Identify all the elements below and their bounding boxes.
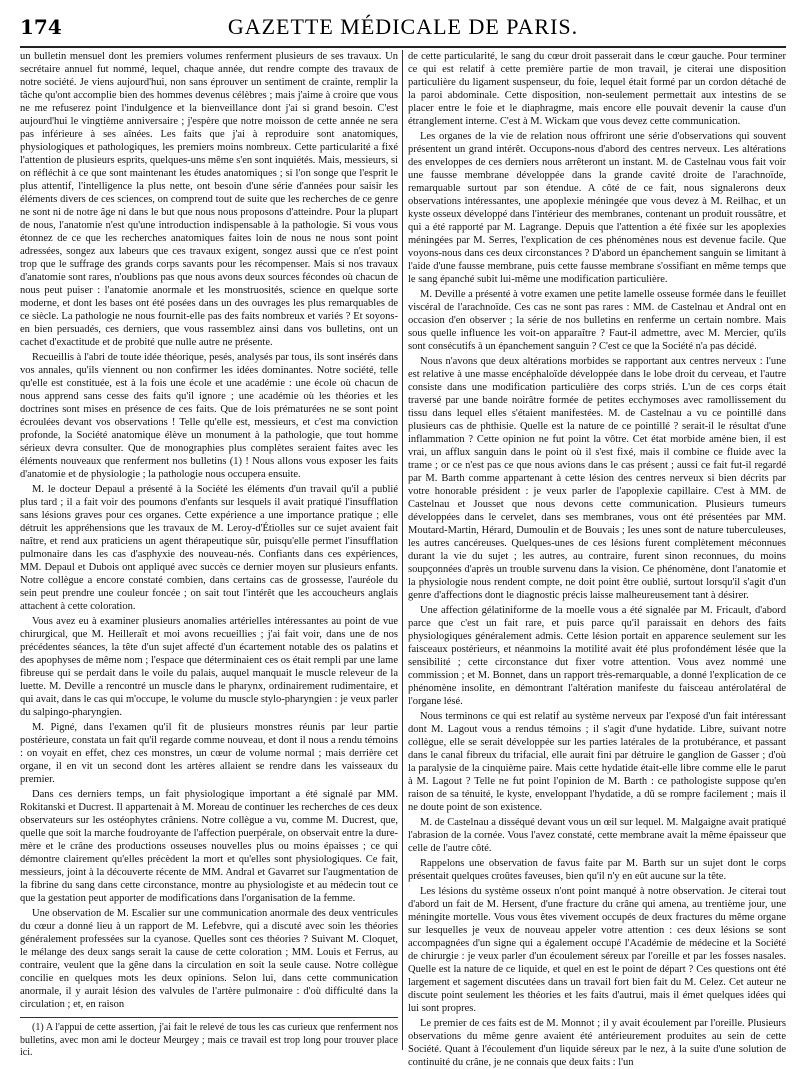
paragraph: un bulletin mensuel dont les premiers volumes renferment plusieurs de ses travaux. Un secrétaire annuel fut nommé, lequel, chaque année, dut rendre compte des travaux de notre société. Je viens aujourd'hui, non sans éprouver un sentiment de crainte, remplir la tâche qu'ont accomplie bien des hommes devenus célèbres ; mais j'aime à croire que vous ne me refuserez point l'indulgence et la bienveillance dont j'ai si grand besoin. C'est aujourd'hui le vingtième anniversaire ; j'espère que notre moisson de cette année ne sera pas inférieure à ses aînées. Les faits que j'ai à reproduire sont anatomiques, physiologiques et pathologiques, les premiers moins nombreux. Cette particularité a fixé l'attention de plusieurs esprits, quelques-uns même s'en sont inquiétés. Mais, messieurs, si on réfléchit à ce que sont maintenant les études anatomiques ; si l'on songe que l'esprit le plus attentif, l'intelligence la plus nette, ont besoin d'une série d'années pour saisir les éléments divers de ces sciences, on comprend tout de suite que les recherches de ce genre ne sont ni de notre âge ni dans le but que nous nous proposons d'atteindre. Pour la plupart de nous, l'anatomie n'est qu'une introduction indispensable à la pathologie. Si vous vous étonnez de ce que les recherches anatomiques faites loin de nous ne nous sont point adressées, songez aux labeurs que ces travaux exigent, songez aussi que ce n'est point trop que le suffrage des grands corps savants pour les récompenser. Mais si nos travaux d'anatomie sont rares, n'oublions pas que nous avons deux sources fécondes où chacun de nous peut puiser : l'anatomie anormale et les monstruosités, science en quelque sorte moderne, et dont les bases ont été posées dans un des ouvrages les plus remarquables de ce siècle. La pathologie ne nous fournit-elle pas des faits nombreux et variés ? Et soyons-en bien persuadés, ces derniers, que vous rassemblez ainsi dans vos bulletins, ont un cachet d'exactitude et de probité que nulle autre ne présente.	[20, 51, 398, 348]
column-divider	[402, 50, 403, 1050]
right-column	[408, 50, 786, 1068]
paragraph: Une observation de M. Escalier sur une communication anormale des deux ventricules du cœur a donné lieu à un rapport de M. Lefebvre, qui a discuté avec soin les théories généralement professées sur la cyanose. Quelles sont ces théories ? Suivant M. Cloquet, le mélange des deux sangs serait la cause de cette coloration ; MM. Louis et Ferrus, au contraire, veulent que la gêne dans la circulation en soit la seule cause. Notre collègue concilie en quelques mots les deux opinions. Selon lui, dans cette communication anormale, il y aurait lésion des valvules de l'artère pulmonaire : d'où difficulté dans la circulation ; et, en raison	[20, 908, 398, 1010]
paragraph: Vous avez eu à examiner plusieurs anomalies artérielles intéressantes au point de vue chirurgical, que M. Heilleraît et moi avons recueillies ; j'ai fait voir, dans une de nos précédentes séances, la tête d'un sujet affecté d'un écartement notable des os palatins et des apophyses de même nom ; l'espace que déterminaient ces os était rempli par une lame fibreuse qui se perdait dans le voile du palais, auquel manquait le muscle releveur de la luette. M. Deville a rencontré un muscle dans le pharynx, ordinairement rudimentaire, et qui avait, dans le cas qui m'occupe, le volume du muscle stylo-pharyngien : je veux parler du salpingo-pharyngien.	[20, 616, 398, 718]
journal-title: GAZETTE MÉDICALE DE PARIS.	[227, 14, 579, 39]
left-column	[20, 50, 398, 1058]
header-rule	[20, 46, 786, 48]
paragraph: M. Deville a présenté à votre examen une petite lamelle osseuse formée dans le feuillet viscéral de l'arachnoïde. Ces cas ne sont pas rares : MM. de Castelnau et Andral ont en occasion d'en observer ; la série de nos bulletins en renferme un certain nombre. Mais sous quelle influence les voit-on apparaître ? Faut-il admettre, avec M. Mercier, qu'ils sont consécutifs à un épanchement sanguin ? C'est ce que la Société n'a pas décidé.	[408, 289, 786, 352]
page-header	[20, 14, 786, 42]
paragraph: Dans ces derniers temps, un fait physiologique important a été signalé par MM. Rokitanski et Ducrest. Il appartenait à M. Moreau de continuer les recherches de ces deux observateurs sur les ostéophytes crâniens. Notre collègue a vu, comme M. Ducrest, que, quelle que soit la marche foudroyante de l'affection puerpérale, on observait entre la dure-mère et le crâne des productions osseuses nouvelles plus ou moins épaisses ; ce qui démontre clairement qu'elles précèdent la mort et qu'elles sont physiologiques. Ce fait, messieurs, joint à la découverte récente de MM. Andral et Gavarret sur l'augmentation de la fibrine du sang dans cette circonstance, montre au physiologiste et au médecin tout ce que la gestation peut apporter de modifications dans l'organisation de la femme.	[20, 789, 398, 904]
paragraph: de cette particularité, le sang du cœur droit passerait dans le cœur gauche. Pour terminer ce qui est relatif à cette première partie de mon travail, je citerai une disposition particulière du ligament suspenseur, du foie, lequel était formé par un cordon détaché de la paroi abdominale. Cette disposition, non-seulement permettait aux intestins de se placer entre le foie et le diaphragme, mais encore elle pouvait devenir la cause d'un étranglement interne. C'est à M. Wickam que vous devez cette communication.	[408, 51, 786, 127]
footnote-rule	[20, 1017, 398, 1018]
page-number: 174	[20, 15, 62, 39]
paragraph: M. le docteur Depaul a présenté à la Société les éléments d'un travail qu'il a publié plus tard ; il a fait voir des poumons d'enfants sur lesquels il avait pratiqué l'insufflation sans lésions graves pour ces organes. Cette expérience a une importance pratique ; elle détruit les appréhensions que les travaux de M. Leroy-d'Étiolles sur ce sujet avaient fait naître, et rend aux praticiens un agent thérapeutique sûr, puisqu'elle permet l'insufflation pulmonaire dans les cas d'asphyxie des nouveau-nés. Confiants dans ces expériences, MM. Depaul et Dubois ont appliqué avec succès ce dernier moyen sur plusieurs enfants. Notre collègue a encore constaté combien, dans certains cas de grossesse, l'auréole du sein peut prendre une couleur foncée ; on sait tout l'intérêt que les accoucheurs anglais attachent à cette coloration.	[20, 484, 398, 612]
paragraph: Nous n'avons que deux altérations morbides se rapportant aux centres nerveux : l'une est relative à une masse encéphaloïde développée dans le lobe droit du cerveau, et l'autre consiste dans une modification particulière des corps striés. L'un de ces corps était traversé par une bande noirâtre formée de petites ecchymoses avec ramollissement du tissu dans lequel elles s'étaient manifestées. M. de Castelnau a vu ce pointillé dans plusieurs cas de phthisie. Quelle est la nature de ce pointillé ? serait-il le résultat d'une inflammation ? Cette opinion ne fut point la vôtre. Cet état morbide amène bien, il est vrai, un afflux sanguin dans le point où il s'est fixé, mais il combine ce fluide avec la trame ; or ce n'est pas ce que nous avions dans le cas présent ; aussi ce fait fut-il regardé par M. Barth comme appartenant à cette lésion des centres nerveux si bien décrits par votre honorable président : je veux parler de l'apoplexie capillaire. C'est à MM. de Castelnau et Jousset que nous devons cette communication. Plusieurs tumeurs développées dans le cervelet, dans ses membranes, vous ont été présentées par MM. Moutard-Martin, Hérard, Dumoulin et de Bouvais ; les unes sont de nature tuberculeuses, les autres cancéreuses. Quelques-unes de ces lésions furent complètement méconnues durant la vie du sujet ; les autres, au contraire, furent sinon reconnues, du moins soupçonnées d'après un trouble survenu dans la vision. Ce phénomène, dont l'anatomie et la physiologie nous rendent compte, ne doit point être oublié, surtout lorsqu'il s'agit d'un genre d'affections dont le diagnostic précis laisse malheureusement tant à désirer.	[408, 356, 786, 601]
paragraph: Les lésions du système osseux n'ont point manqué à notre observation. Je citerai tout d'abord un fait de M. Hersent, d'une fracture du crâne qui amena, au trentième jour, une méningite mortelle. Vous vous êtes vivement occupés de deux fractures du même organe sur lesquelles je veux de nouveau appeler votre attention : ces deux lésions se sont accompagnées d'un signe qui a également occupé l'Académie de médecine et la Société de chirurgie : je veux parler d'un écoulement séreux par l'oreille et par les fosses nasales. Quelle est la nature de ce liquide, et quel en est le point de départ ? Ces questions ont été largement et sagement discutées dans un travail fort bien fait du M. Celez. Cet auteur ne discute point seulement les théories et les faits d'autrui, mais il émet quelques idées qui lui sont propres.	[408, 886, 786, 1014]
footnote: (1) A l'appui de cette assertion, j'ai fait le relevé de tous les cas curieux que renferment nos bulletins, avec mon ami le docteur Meurgey ; mais ce travail est trop long pour trouver place ici.	[20, 1022, 398, 1058]
paragraph: Le premier de ces faits est de M. Monnot ; il y avait écoulement par l'oreille. Plusieurs observations du même genre avaient été antérieurement produites au sein de cette Société. Quant à l'écoulement d'un liquide séreux par le nez, à la suite d'une solution de continuité du crâne, je ne connais que deux faits : l'un	[408, 1018, 786, 1068]
paragraph: M. Pigné, dans l'examen qu'il fit de plusieurs monstres réunis par leur partie postérieure, constata un fait qu'il regarde comme nouveau, et dont il nous a rendu témoins : on voyait en effet, chez ces monstres, un cœur de volume normal ; mais derrière cet organe, il en vit un second dont les artères allaient se rendre dans les vaisseaux du premier.	[20, 722, 398, 785]
paragraph: Une affection gélatiniforme de la moelle vous a été signalée par M. Fricault, d'abord parce que c'est un fait rare, et puis parce qu'il paraissait en dehors des faits physiologiques généralement admis. Cette lésion portait en apparence seulement sur les faisceaux postérieurs, et néanmoins la motilité avait été plus profondément lésée que la sensibilité ; cette circonstance dut fixer votre attention. Vous avez nommé une commission ; et M. Bonnet, dans un rapport très-remarquable, a donné l'explication de ce phénomène insolite, en démontrant l'altération manifeste du faisceau antérolatéral de l'organe lésé.	[408, 605, 786, 707]
paragraph: Rappelons une observation de favus faite par M. Barth sur un sujet dont le corps présentait quelques croûtes faveuses, bien qu'il n'y en eût aucune sur la tête.	[408, 858, 786, 882]
paragraph: Nous terminons ce qui est relatif au système nerveux par l'exposé d'un fait intéressant dont M. Lagout vous a rendus témoins ; il s'agit d'une hydatide. Libre, suivant notre collègue, elle se serait développée sur les parties latérales de la protubérance, et passant dans le canal fibreux du trifacial, elle aurait fini par détruire le ganglion de Gasser ; d'où la paralysie de la cinquième paire. Mais cette hydatide était-elle libre comme elle le parut à M. Lagout ? Telle ne fut point l'opinion de M. Barth : ce pathologiste suppose qu'en raison de sa ténuité, le kyste, enveloppant l'hydatide, a dû se rompre facilement ; mais il ne doute point de son existence.	[408, 711, 786, 813]
paragraph: Recueillis à l'abri de toute idée théorique, pesés, analysés par tous, ils sont insérés dans vos annales, qu'ils viennent ou non confirmer les idées dominantes. Notre société, telle qu'elle est constituée, est à la fois une école et une académie : une école où chacun de nous apprend sans cesse des faits qu'il ignore ; une académie où les théories et les doctrines sont mises en présence de ces faits. Que de lois prématurées ne se sont point écroulées devant vos observations ! Telle qu'elle est, messieurs, et c'est ma conviction profonde, la Société anatomique élève un monument à la pathologie, que tout homme sérieux devra consulter. Que de monographies plus complètes seraient faites avec les éléments nouveaux que renferment nos bulletins (1) ! Nous allons vous exposer les faits d'anatomie et de physiologie ; la pathologie nous occupera ensuite.	[20, 352, 398, 480]
paragraph: M. de Castelnau a disséqué devant vous un œil sur lequel. M. Malgaigne avait pratiqué l'abrasion de la cornée. Vous l'avez constaté, cette membrane avait la même épaisseur que celle de l'autre côté.	[408, 817, 786, 854]
paragraph: Les organes de la vie de relation nous offriront une série d'observations qui souvent présentent un grand intérêt. Occupons-nous d'abord des centres nerveux. Les altérations des enveloppes de ces derniers nous arrêteront un instant. M. de Castelnau vous fait voir une fausse membrane développée dans la grande cavité droite de l'arachnoïde, remarquable surtout par son étendue. A côté de ce fait, nous signalerons deux observations intéressantes, une apoplexie méningée que vous devez à M. Reilhac, et un kyste osseux développé dans l'intérieur des membranes, contenant un produit roussâtre, et qui a été rapporté par M. Lagrange. Depuis que l'attention a été fixée sur les apoplexies méningées par M. Serres, l'explication de ces phénomènes nous est devenue facile. Que voyons-nous dans ces deux circonstances ? D'abord un épanchement sanguin se limitant à l'aide d'une fausse membrane, puis cette fausse membrane s'ossifiant en même temps que le sang épanché subit lui-même une modification particulière.	[408, 131, 786, 285]
text-columns	[20, 50, 786, 1068]
